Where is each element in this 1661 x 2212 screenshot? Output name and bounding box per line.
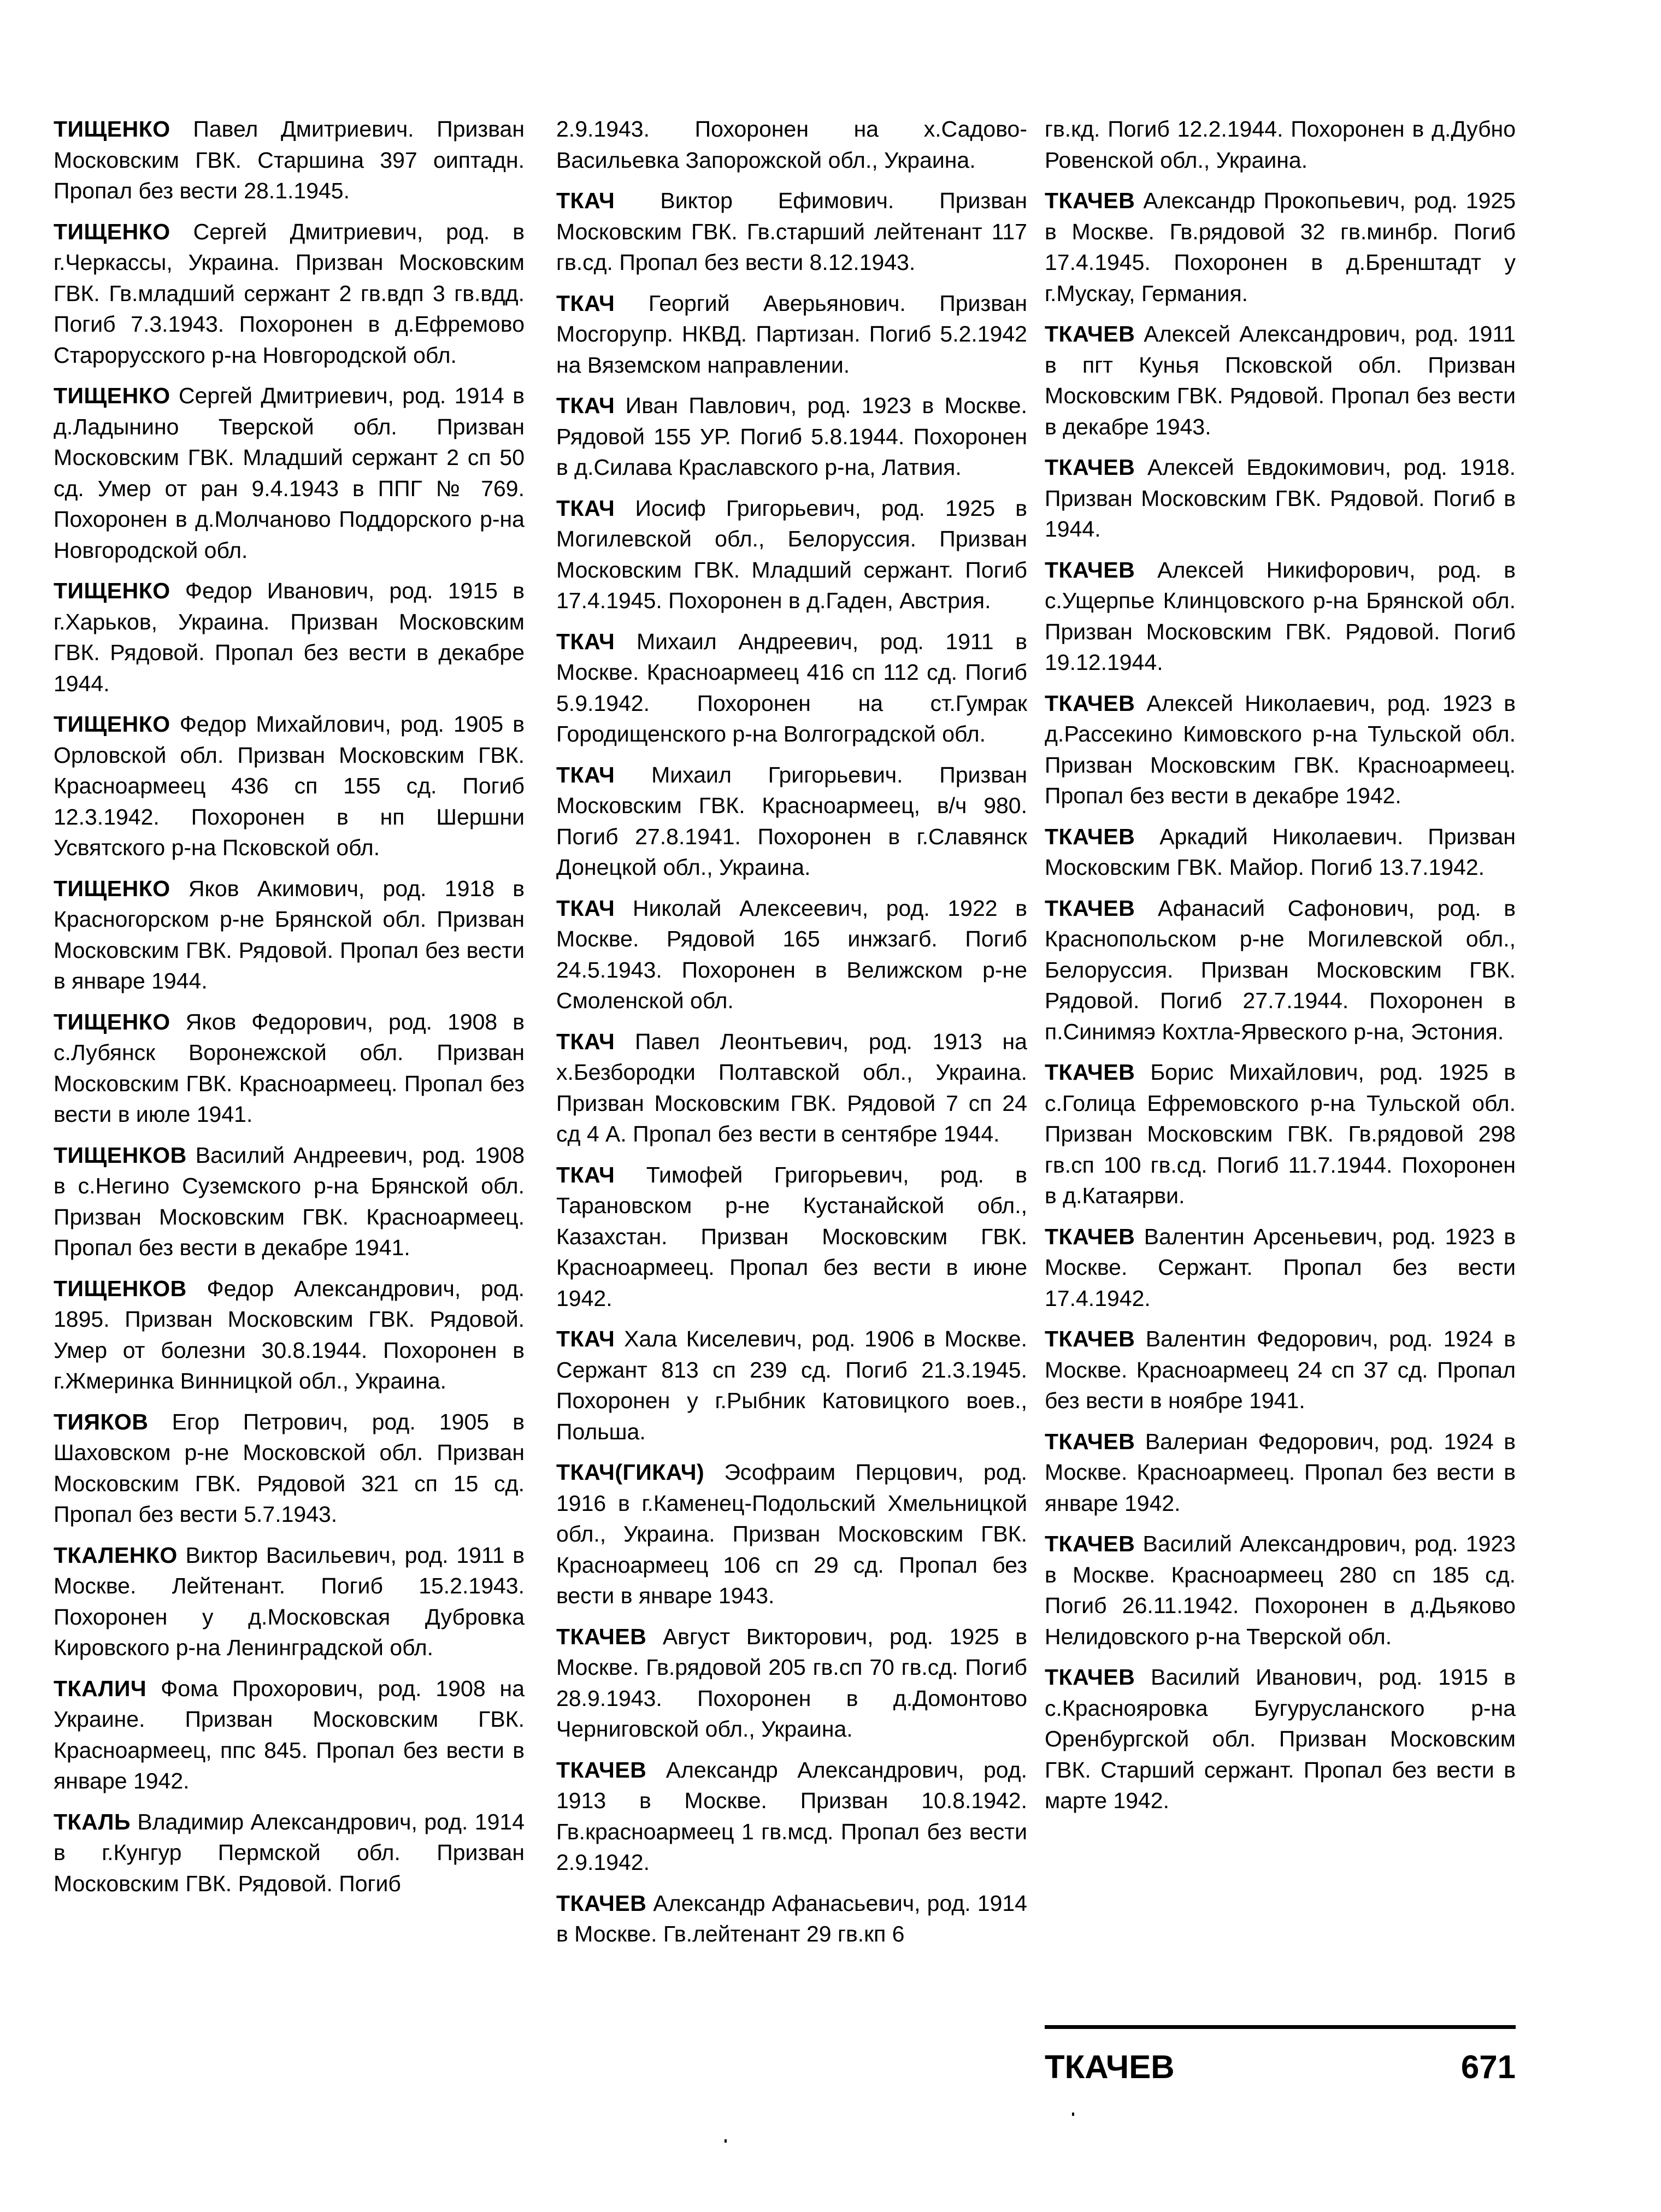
entry-surname: ТКАЧ bbox=[556, 495, 615, 521]
entry-surname: ТИЩЕНКО bbox=[54, 875, 170, 901]
entry-text: Сергей Дмитриевич, род. в г.Черкассы, Украина. Призван Московским ГВК. Гв.младший сержант 2 гв.вдп 3 гв.вдд. Погиб 7.3.1943. Похоронен в д.Ефремово Старорусского р-на Новгородской обл. bbox=[54, 219, 525, 368]
entry-surname: ТИЩЕНКО bbox=[54, 711, 170, 737]
column-2 bbox=[556, 114, 1027, 1960]
entry-surname: ТКАЧЕВ bbox=[1045, 455, 1135, 480]
biography-entry bbox=[556, 626, 1027, 750]
entry-text: Михаил Григорьевич. Призван Московским ГВК. Красноармеец, в/ч 980. Погиб 27.8.1941. Похоронен в г.Славянск Донецкой обл., Украина. bbox=[556, 762, 1027, 880]
biography-entry bbox=[1045, 319, 1516, 442]
biography-entry bbox=[1045, 185, 1516, 309]
entry-text: Егор Петрович, род. 1905 в Шаховском р-не Московской обл. Призван Московским ГВК. Рядовой 321 сп 15 сд. Пропал без вести 5.7.1943. bbox=[54, 1409, 525, 1527]
entry-surname: ТИЩЕНКО bbox=[54, 578, 170, 603]
entry-text: Виктор Ефимович. Призван Московским ГВК. Гв.старший лейтенант 117 гв.сд. Пропал без вести 8.12.1943. bbox=[556, 188, 1027, 275]
biography-entry bbox=[556, 1323, 1027, 1447]
print-speck bbox=[725, 2139, 727, 2143]
entry-surname: ТКАЧЕВ bbox=[1045, 1223, 1135, 1249]
entry-text: Василий Иванович, род. 1915 в с.Краснояровка Бугурусланского р-на Оренбургской обл. Призван Московским ГВК. Старший сержант. Пропал без вести в марте 1942. bbox=[1045, 1664, 1516, 1813]
biography-entry bbox=[1045, 1323, 1516, 1416]
entry-text: Александр Александрович, род. 1913 в Москве. Призван 10.8.1942. Гв.красноармеец 1 гв.мсд. Пропал без вести 2.9.1942. bbox=[556, 1757, 1027, 1875]
entry-surname: ТКАЧЕВ bbox=[1045, 1326, 1135, 1351]
entry-surname: ТКАЧ bbox=[556, 1326, 615, 1351]
entry-surname: ТИЯКОВ bbox=[54, 1409, 149, 1434]
entry-text: Фома Прохорович, род. 1908 на Украине. Призван Московским ГВК. Красноармеец, ппс 845. Пропал без вести в январе 1942. bbox=[54, 1675, 525, 1793]
biography-entry bbox=[556, 288, 1027, 381]
entry-text: Владимир Александрович, род. 1914 в г.Кунгур Пермской обл. Призван Московским ГВК. Рядовой. Погиб bbox=[54, 1809, 525, 1896]
entry-surname: ТИЩЕНКОВ bbox=[54, 1142, 187, 1168]
entry-text: Александр Прокопьевич, род. 1925 в Москве. Гв.рядовой 32 гв.минбр. Погиб 17.4.1945. Похоронен в д.Бренштадт у г.Мускау, Германия. bbox=[1045, 188, 1516, 306]
biography-entry bbox=[1045, 1426, 1516, 1519]
biography-entry bbox=[54, 1807, 525, 1899]
print-speck bbox=[1072, 2113, 1074, 2116]
biography-entry bbox=[1045, 1662, 1516, 1816]
biography-entry bbox=[556, 1621, 1027, 1745]
biography-entry bbox=[556, 185, 1027, 278]
entry-text: Алексей Никифорович, род. в с.Ущерпье Клинцовского р-на Брянской обл. Призван Московским ГВК. Рядовой. Погиб 19.12.1944. bbox=[1045, 557, 1516, 675]
entry-text: Павел Леонтьевич, род. 1913 на х.Безбородки Полтавской обл., Украина. Призван Московским ГВК. Рядовой 7 сп 24 сд 4 А. Пропал без вести в сентябре 1944. bbox=[556, 1028, 1027, 1146]
biography-entry bbox=[54, 873, 525, 997]
entry-text: Эсофраим Перцович, род. 1916 в г.Каменец-Подольский Хмельницкой обл., Украина. Призван Московским ГВК. Красноармеец 106 сп 29 сд. Пропал без вести в январе 1943. bbox=[556, 1460, 1027, 1608]
entry-surname: ТКАЧ bbox=[556, 290, 615, 316]
entry-surname: ТКАЧ bbox=[556, 188, 615, 213]
biography-entry bbox=[1045, 555, 1516, 678]
page-number: 671 bbox=[1460, 2049, 1516, 2085]
biography-entry bbox=[556, 1888, 1027, 1950]
biography-entry bbox=[54, 575, 525, 699]
entry-surname: ТКАЧ(ГИКАЧ) bbox=[556, 1460, 705, 1485]
biography-entry bbox=[1045, 688, 1516, 811]
entry-text: Сергей Дмитриевич, род. 1914 в д.Ладынино Тверской обл. Призван Московским ГВК. Младший сержант 2 сп 50 сд. Умер от ран 9.4.1943 в ППГ № 769. Похоронен в д.Молчаново Поддорского р-на Новгородской обл. bbox=[54, 383, 525, 563]
biography-entry bbox=[1045, 114, 1516, 175]
entry-surname: ТКАЛИЧ bbox=[54, 1675, 147, 1701]
running-head: ТКАЧЕВ bbox=[1045, 2049, 1175, 2085]
entry-surname: ТКАЧ bbox=[556, 1162, 615, 1187]
biography-entry bbox=[1045, 452, 1516, 545]
entry-surname: ТКАЧ bbox=[556, 895, 615, 921]
biography-entry bbox=[54, 114, 525, 207]
entry-surname: ТИЩЕНКО bbox=[54, 383, 170, 408]
page-footer bbox=[1045, 2048, 1516, 2086]
entry-text: Федор Михайлович, род. 1905 в Орловской обл. Призван Московским ГВК. Красноармеец 436 сп 155 сд. Погиб 12.3.1942. Похоронен в нп Шершни Усвятского р-на Псковской обл. bbox=[54, 711, 525, 860]
biography-entry bbox=[54, 709, 525, 863]
entry-text: гв.кд. Погиб 12.2.1944. Похоронен в д.Дубно Ровенской обл., Украина. bbox=[1045, 116, 1516, 173]
entry-text: Николай Алексеевич, род. 1922 в Москве. Рядовой 165 инжзагб. Погиб 24.5.1943. Похоронен в Велижском р-не Смоленской обл. bbox=[556, 895, 1027, 1013]
biography-entry bbox=[556, 1160, 1027, 1314]
entry-surname: ТКАЧ bbox=[556, 628, 615, 654]
entry-text: Александр Афанасьевич, род. 1914 в Москве. Гв.лейтенант 29 гв.кп 6 bbox=[556, 1890, 1027, 1946]
entry-text: Федор Иванович, род. 1915 в г.Харьков, Украина. Призван Московским ГВК. Рядовой. Пропал без вести в декабре 1944. bbox=[54, 578, 525, 696]
entry-surname: ТИЩЕНКОВ bbox=[54, 1275, 187, 1301]
entry-surname: ТКАЧЕВ bbox=[1045, 823, 1135, 849]
entry-text: Валентин Федорович, род. 1924 в Москве. Красноармеец 24 сп 37 сд. Пропал без вести в ноябре 1941. bbox=[1045, 1326, 1516, 1413]
entry-surname: ТКАЧЕВ bbox=[1045, 188, 1135, 213]
biography-entry bbox=[556, 390, 1027, 483]
biography-entry bbox=[54, 380, 525, 566]
footer-rule bbox=[1045, 2025, 1516, 2029]
entry-text: Аркадий Николаевич. Призван Московским ГВК. Майор. Погиб 13.7.1942. bbox=[1045, 823, 1516, 880]
entry-surname: ТКАЧЕВ bbox=[1045, 557, 1135, 583]
entry-text: Георгий Аверьянович. Призван Мосгорупр. НКВД. Партизан. Погиб 5.2.1942 на Вяземском направлении. bbox=[556, 290, 1027, 378]
entry-surname: ТКАЧЕВ bbox=[1045, 1664, 1135, 1690]
entry-text: Валериан Федорович, род. 1924 в Москве. Красноармеец. Пропал без вести в январе 1942. bbox=[1045, 1428, 1516, 1516]
biography-entry bbox=[54, 1540, 525, 1663]
entry-text: Михаил Андреевич, род. 1911 в Москве. Красноармеец 416 сп 112 сд. Погиб 5.9.1942. Похоронен на ст.Гумрак Городищенского р-на Волгоградской обл. bbox=[556, 628, 1027, 746]
biography-entry bbox=[556, 760, 1027, 883]
entry-surname: ТКАЧЕВ bbox=[1045, 690, 1135, 716]
entry-surname: ТКАЧЕВ bbox=[556, 1757, 647, 1782]
column-3 bbox=[1045, 114, 1516, 1826]
biography-entry bbox=[1045, 1057, 1516, 1211]
entry-surname: ТИЩЕНКО bbox=[54, 219, 170, 244]
entry-surname: ТКАЧЕВ bbox=[556, 1623, 647, 1649]
entry-text: Борис Михайлович, род. 1925 в с.Голица Ефремовского р-на Тульской обл. Призван Московским ГВК. Гв.рядовой 298 гв.сп 100 гв.сд. Погиб 11.7.1944. Похоронен в д.Катаярви. bbox=[1045, 1060, 1516, 1208]
biography-entry bbox=[54, 216, 525, 371]
biography-entry bbox=[556, 1457, 1027, 1611]
biography-entry bbox=[556, 1026, 1027, 1150]
entry-surname: ТКАЧ bbox=[556, 393, 615, 418]
entry-text: Алексей Александрович, род. 1911 в пгт Кунья Псковской обл. Призван Московским ГВК. Рядовой. Пропал без вести в декабре 1943. bbox=[1045, 321, 1516, 439]
entry-surname: ТКАЧЕВ bbox=[1045, 895, 1135, 921]
biography-entry bbox=[556, 1755, 1027, 1878]
entry-text: Виктор Васильевич, род. 1911 в Москве. Лейтенант. Погиб 15.2.1943. Похоронен у д.Московская Дубровка Кировского р-на Ленинградской обл. bbox=[54, 1542, 525, 1660]
entry-text: Яков Акимович, род. 1918 в Красногорском р-не Брянской обл. Призван Московским ГВК. Рядовой. Пропал без вести в январе 1944. bbox=[54, 875, 525, 993]
biography-entry bbox=[556, 114, 1027, 175]
entry-text: Яков Федорович, род. 1908 в с.Лубянск Воронежской обл. Призван Московским ГВК. Красноармеец. Пропал без вести в июле 1941. bbox=[54, 1009, 525, 1127]
biography-entry bbox=[1045, 1528, 1516, 1652]
entry-text: Тимофей Григорьевич, род. в Тарановском р-не Кустанайской обл., Казахстан. Призван Московским ГВК. Красноармеец. Пропал без вести в июне 1942. bbox=[556, 1162, 1027, 1311]
entry-text: Павел Дмитриевич. Призван Московским ГВК. Старшина 397 оиптадн. Пропал без вести 28.1.1945. bbox=[54, 116, 525, 203]
entry-surname: ТКАЧЕВ bbox=[556, 1890, 647, 1916]
biography-entry bbox=[54, 1273, 525, 1397]
entry-surname: ТКАЧЕВ bbox=[1045, 1428, 1135, 1454]
entry-text: Василий Александрович, род. 1923 в Москве. Красноармеец 280 сп 185 сд. Погиб 26.11.1942. Похоронен в д.Дьяково Нелидовского р-на Тверской обл. bbox=[1045, 1531, 1516, 1649]
biography-entry bbox=[54, 1407, 525, 1530]
biography-entry bbox=[54, 1673, 525, 1797]
entry-surname: ТКАЧ bbox=[556, 762, 615, 787]
entry-text: Август Викторович, род. 1925 в Москве. Гв.рядовой 205 гв.сп 70 гв.сд. Погиб 28.9.1943. Похоронен в д.Домонтово Черниговской обл., Украина. bbox=[556, 1623, 1027, 1742]
entry-surname: ТКАЧ bbox=[556, 1028, 615, 1054]
entry-text: Валентин Арсеньевич, род. 1923 в Москве. Сержант. Пропал без вести 17.4.1942. bbox=[1045, 1223, 1516, 1311]
biography-entry bbox=[1045, 821, 1516, 883]
entry-text: 2.9.1943. Похоронен на х.Садово-Васильевка Запорожской обл., Украина. bbox=[556, 116, 1027, 173]
biography-entry bbox=[1045, 1221, 1516, 1314]
entry-surname: ТКАЧЕВ bbox=[1045, 1531, 1135, 1556]
entry-surname: ТКАЛЬ bbox=[54, 1809, 131, 1834]
entry-text: Иван Павлович, род. 1923 в Москве. Рядовой 155 УР. Погиб 5.8.1944. Похоронен в д.Силава Краславского р-на, Латвия. bbox=[556, 393, 1027, 480]
biography-entry bbox=[556, 493, 1027, 616]
entry-surname: ТИЩЕНКО bbox=[54, 1009, 170, 1034]
entry-surname: ТКАЧЕВ bbox=[1045, 321, 1135, 346]
entry-surname: ТКАЛЕНКО bbox=[54, 1542, 178, 1568]
biography-entry bbox=[556, 893, 1027, 1016]
entry-text: Афанасий Сафонович, род. в Краснопольском р-не Могилевской обл., Белоруссия. Призван Московским ГВК. Рядовой. Погиб 27.7.1944. Похоронен в п.Синимяэ Кохтла-Ярвеского р-на, Эстония. bbox=[1045, 895, 1516, 1044]
biography-entry bbox=[54, 1140, 525, 1263]
column-1 bbox=[54, 114, 525, 1909]
entry-text: Василий Андреевич, род. 1908 в с.Негино Суземского р-на Брянской обл. Призван Московским ГВК. Красноармеец. Пропал без вести в декабре 1941. bbox=[54, 1142, 525, 1260]
entry-text: Федор Александрович, род. 1895. Призван Московским ГВК. Рядовой. Умер от болезни 30.8.1944. Похоронен в г.Жмеринка Винницкой обл., Украина. bbox=[54, 1275, 525, 1393]
biography-entry bbox=[1045, 893, 1516, 1048]
entry-text: Иосиф Григорьевич, род. 1925 в Могилевской обл., Белоруссия. Призван Московским ГВК. Младший сержант. Погиб 17.4.1945. Похоронен в д.Гаден, Австрия. bbox=[556, 495, 1027, 613]
entry-text: Алексей Николаевич, род. 1923 в д.Рассекино Кимовского р-на Тульской обл. Призван Московским ГВК. Красноармеец. Пропал без вести в декабре 1942. bbox=[1045, 690, 1516, 808]
entry-text: Хала Киселевич, род. 1906 в Москве. Сержант 813 сп 239 сд. Погиб 21.3.1945. Похоронен у г.Рыбник Катовицкого воев., Польша. bbox=[556, 1326, 1027, 1444]
biography-entry bbox=[54, 1007, 525, 1130]
entry-surname: ТИЩЕНКО bbox=[54, 116, 170, 142]
entry-surname: ТКАЧЕВ bbox=[1045, 1060, 1135, 1085]
entry-text: Алексей Евдокимович, род. 1918. Призван Московским ГВК. Рядовой. Погиб в 1944. bbox=[1045, 455, 1516, 542]
